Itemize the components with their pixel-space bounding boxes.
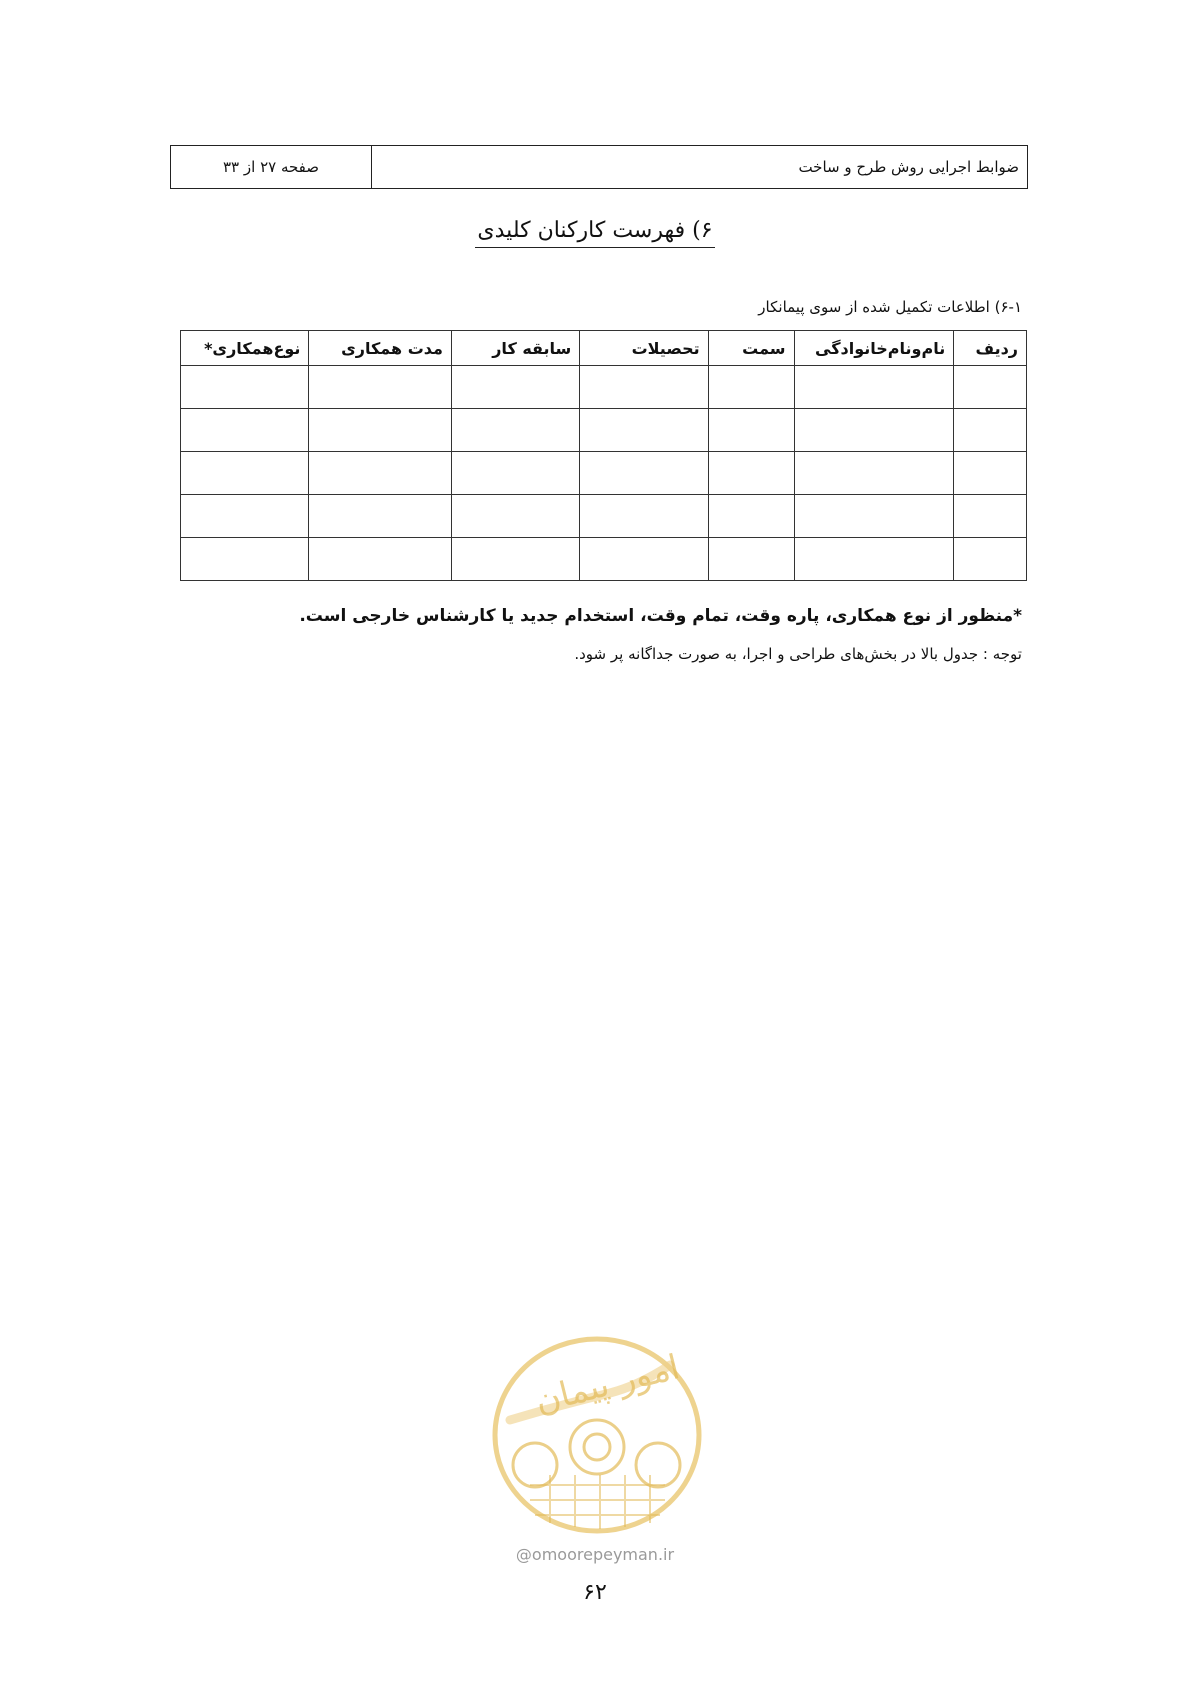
table-row [181,366,1027,409]
table-body [181,366,1027,581]
table-cell [954,409,1027,452]
table-cell [309,538,452,581]
table-cell [451,538,579,581]
svg-text:امور پیمان: امور پیمان [531,1347,684,1422]
table-cell [309,366,452,409]
table-cell [954,452,1027,495]
document-title: ضوابط اجرایی روش طرح و ساخت [371,146,1027,188]
table-row [181,452,1027,495]
col-header-full-name: نام‌ونام‌خانوادگی [794,331,954,366]
table-cell [954,538,1027,581]
table-cell [954,495,1027,538]
col-header-row-number: ردیف [954,331,1027,366]
table-cell [954,366,1027,409]
table-row [181,538,1027,581]
table-cell [580,366,708,409]
section-title: ۶) فهرست کارکنان کلیدی [475,218,714,248]
table-cell [794,495,954,538]
table-header-row [181,331,1027,366]
section-heading-wrap [0,218,1190,248]
col-header-education: تحصیلات [580,331,708,366]
table-cell [708,538,794,581]
table-cell [451,452,579,495]
table-cell [181,366,309,409]
table-cell [181,495,309,538]
table-cell [451,366,579,409]
key-staff-table [180,330,1027,581]
table-cell [794,366,954,409]
table-cell [309,409,452,452]
watermark-url: @omoorepeyman.ir [515,1545,675,1564]
table-cell [580,495,708,538]
col-header-cooperation-duration: مدت همکاری [309,331,452,366]
table-cell [309,452,452,495]
table-cell [181,538,309,581]
table-cell [580,538,708,581]
table-cell [794,538,954,581]
table-row [181,409,1027,452]
table-cell [794,409,954,452]
table-cell [580,409,708,452]
header-box [170,145,1028,189]
col-header-position: سمت [708,331,794,366]
table-row [181,495,1027,538]
table-cell [708,366,794,409]
table-cell [708,495,794,538]
table-cell [580,452,708,495]
table-cell [309,495,452,538]
table-cell [181,409,309,452]
table-cell [181,452,309,495]
sub-heading: ۶-۱) اطلاعات تکمیل شده از سوی پیمانکار [758,298,1022,316]
table-cell [451,409,579,452]
table-cell [794,452,954,495]
table-note: توجه : جدول بالا در بخش‌های طراحی و اجرا، به صورت جداگانه پر شود. [574,645,1022,663]
table-cell [708,452,794,495]
col-header-cooperation-type: نوع‌همکاری* [181,331,309,366]
page-number: ۶۲ [583,1580,607,1605]
omoorepeyman-logo-watermark [490,1335,705,1535]
table-cell [451,495,579,538]
table-cell [708,409,794,452]
col-header-work-experience: سابقه کار [451,331,579,366]
cooperation-type-footnote: *منظور از نوع همکاری، پاره وقت، تمام وقت، استخدام جدید یا کارشناس خارجی است. [299,606,1022,626]
page-label: صفحه ۲۷ از ۳۳ [222,158,320,176]
